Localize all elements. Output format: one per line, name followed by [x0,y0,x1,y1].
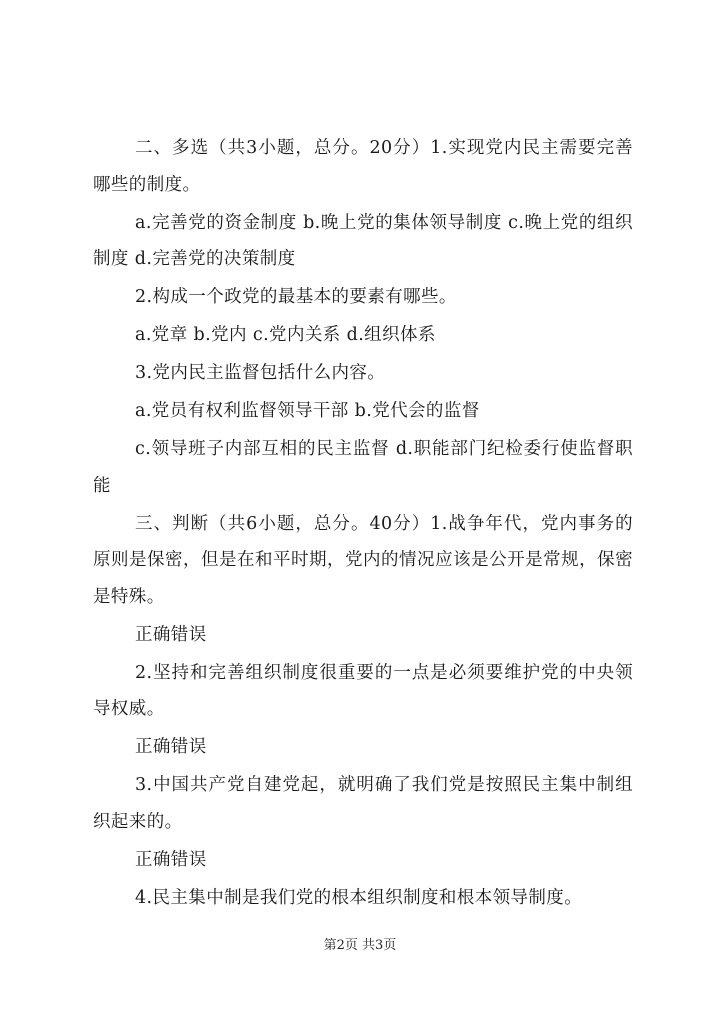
section-three-heading: 三、判断（共6小题，总分。40分）1.战争年代，党内事务的原则是保密，但是在和平时期，党内的情况应该是公开是常规，保密是特殊。 [93,513,633,607]
answer-choice-3: 正确错误 [135,849,207,870]
section-two-heading: 二、多选（共3小题，总分。20分）1.实现党内民主需要完善哪些的制度。 [93,138,633,195]
question-2-options: a.党章 b.党内 c.党内关系 d.组织体系 [135,325,436,345]
judgment-2: 2.坚持和完善组织制度很重要的一点是必须要维护党的中央领导权威。 [93,662,633,719]
answer-choice-2: 正确错误 [135,737,207,757]
question-3: 3.党内民主监督包括什么内容。 [135,363,386,383]
question-2: 2.构成一个政党的最基本的要素有哪些。 [135,287,457,307]
question-3-options-cd: c.领导班子内部互相的民主监督 d.职能部门纪检委行使监督职能 [93,439,633,496]
page-footer: 第2页 共3页 [323,938,397,953]
judgment-4: 4.民主集中制是我们党的根本组织制度和根本领导制度。 [135,887,583,908]
judgment-3: 3.中国共产党自建党起，就明确了我们党是按照民主集中制组织起来的。 [93,775,633,832]
question-3-options-ab: a.党员有权利监督领导干部 b.党代会的监督 [135,401,480,421]
question-1-options: a.完善党的资金制度 b.晚上党的集体领导制度 c.晚上党的组织制度 d.完善党的决策制度 [93,212,633,269]
answer-choice-1: 正确错误 [135,624,207,645]
document-body [93,130,633,916]
